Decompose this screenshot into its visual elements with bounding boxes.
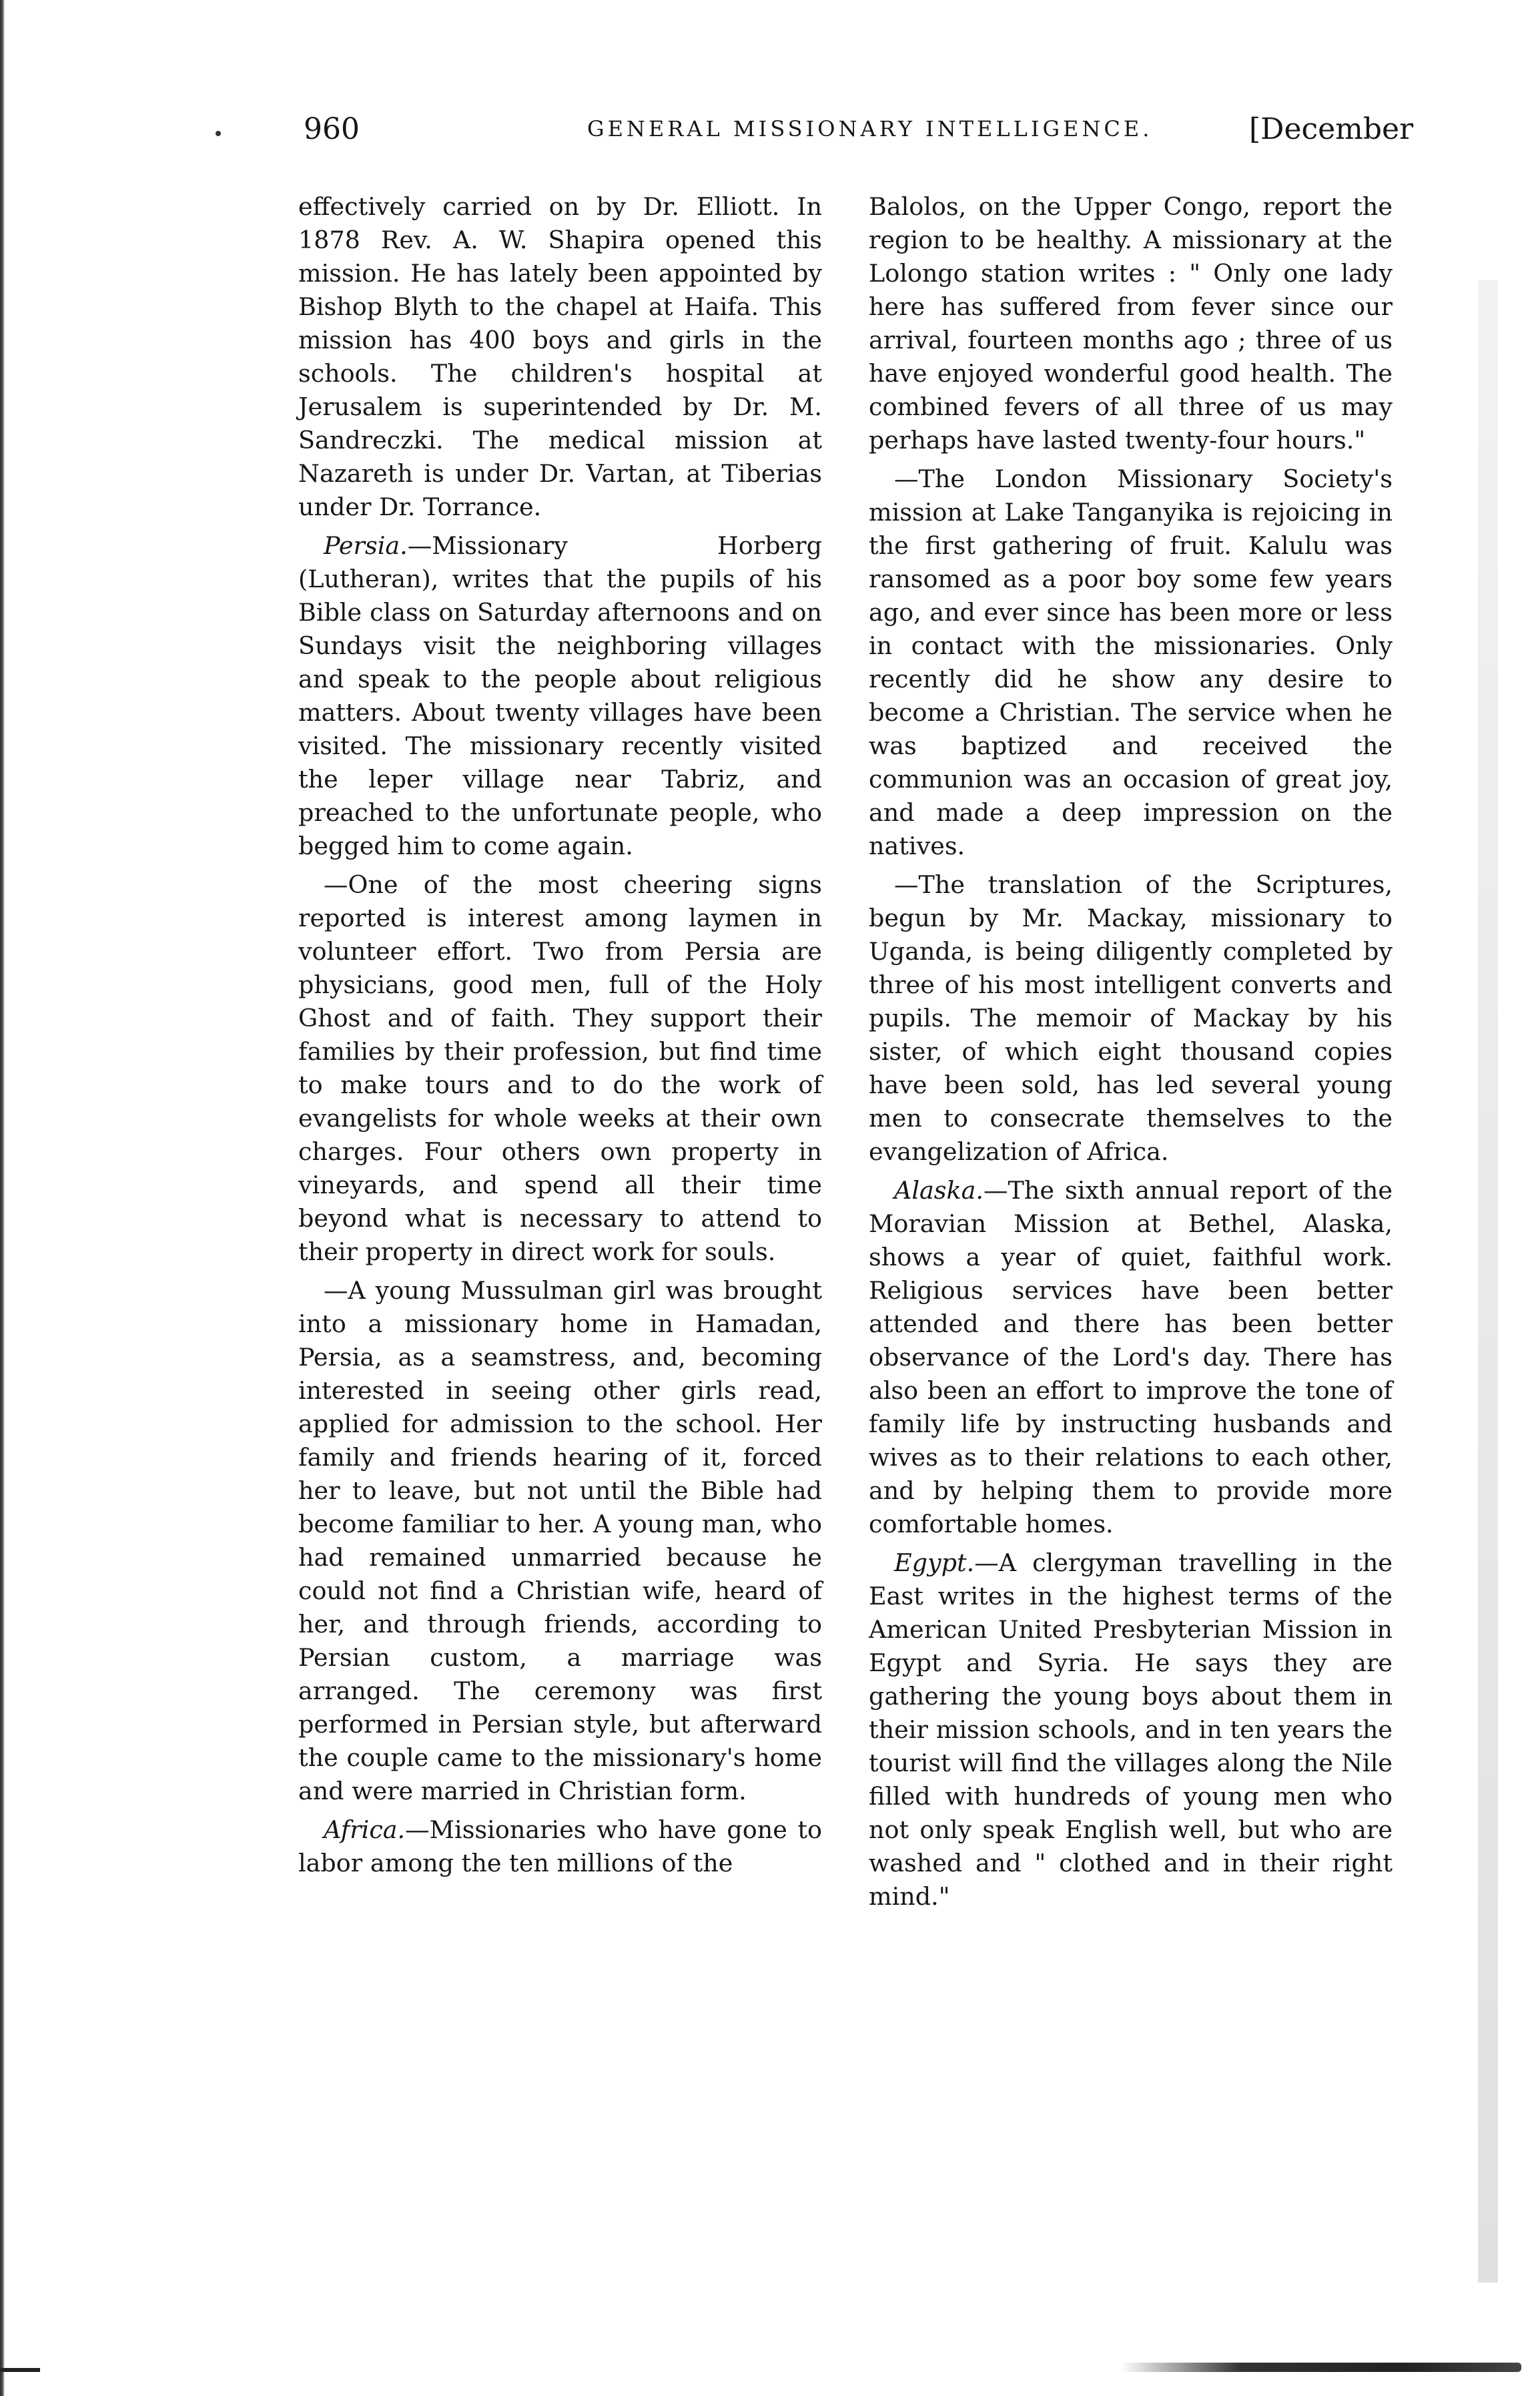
page-header xyxy=(0,112,1540,159)
page-number: 960 xyxy=(304,112,360,146)
running-title: GENERAL MISSIONARY INTELLIGENCE. xyxy=(587,116,1153,141)
paragraph-text: —The sixth annual report of the Moravian Mission at Bethel, Alaska, shows a year of quiet, faithful work. Religious services have been better attended and there has been better observance of the Lord's day. There has also been an effort to improve the tone of family life by instructing husbands and wives as to their relations to each other, and by helping them to provide more comfortable homes. xyxy=(869,1176,1393,1538)
paragraph-uganda-translation: —The translation of the Scriptures, begun by Mr. Mackay, missionary to Uganda, is being diligently completed by three of his most intelligent converts and pupils. The memoir of Mackay by his sister, of which eight thousand copies have been sold, has led several young men to consecrate themselves to the evangelization of Africa. xyxy=(869,870,1393,1166)
scan-page-shadow xyxy=(1478,280,1498,2283)
section-heading-alaska: Alaska. xyxy=(894,1176,984,1205)
paragraph-egypt xyxy=(869,1546,1393,1913)
paragraph-text: —Missionary Horberg (Lutheran), writes that the pupils of his Bible class on Saturday afternoons and on Sundays visit the neighboring villages and speak to the people about religious matters. About twenty villages have been visited. The missionary recently visited the leper village near Tabriz, and preached to the unfortunate people, who begged him to come again. xyxy=(298,531,822,860)
section-heading-persia: Persia. xyxy=(324,531,408,560)
paragraph-text: —Missionaries who have gone to labor among the ten millions of the xyxy=(298,1815,822,1877)
right-column xyxy=(869,190,1393,1919)
left-column xyxy=(298,190,822,1885)
scan-left-edge xyxy=(0,0,5,2396)
paragraph-mussulman-girl: —A young Mussulman girl was brought into a missionary home in Hamadan, Persia, as a seamstress, and, becoming interested in seeing other girls read, applied for admission to the school. Her family and friends hearing of it, forced her to leave, but not until the Bible had become familiar to her. A young man, who had remained unmarried because he could not find a Christian wife, heard of her, and through friends, according to Persian custom, a marriage was arranged. The ceremony was first performed in Persian style, but afterward the couple came to the missionary's home and were married in Christian form. xyxy=(298,1276,822,1805)
section-heading-africa: Africa. xyxy=(324,1815,406,1844)
paragraph-persia xyxy=(298,529,822,863)
section-heading-egypt: Egypt. xyxy=(894,1548,975,1577)
paragraph-tanganyika: —The London Missionary Society's mission at Lake Tanganyika is rejoicing in the first gathering of fruit. Kalulu was ransomed as a poor boy some few years ago, and ever since has been more or less in contact with the missionaries. Only recently did he show any desire to become a Christian. The service when he was baptized and received the communion was an occasion of great joy, and made a deep impression on the natives. xyxy=(869,465,1393,860)
scan-corner-mark xyxy=(0,2368,40,2372)
month-label: [December xyxy=(1249,112,1414,146)
paragraph-africa xyxy=(298,1813,822,1880)
paragraph-alaska xyxy=(869,1174,1393,1541)
paragraph-text: —A clergyman travelling in the East writes in the highest terms of the American United Presbyterian Mission in Egypt and Syria. He says they are gathering the young boys about them in their mission schools, and in ten years the tourist will find the villages along the Nile filled with hundreds of young men who not only speak English well, but who are washed and " clothed and in their right mind." xyxy=(869,1548,1393,1911)
scan-bottom-smudge xyxy=(1121,2363,1521,2372)
paragraph-continuation: effectively carried on by Dr. Elliott. In 1878 Rev. A. W. Shapira opened this mission. He has lately been appointed by Bishop Blyth to the chapel at Haifa. This mission has 400 boys and girls in the schools. The children's hospital at Jerusalem is superintended by Dr. M. Sandreczki. The medical mission at Nazareth is under Dr. Vartan, at Tiberias under Dr. Torrance. xyxy=(298,192,822,521)
paragraph-laymen: —One of the most cheering signs reported is interest among laymen in volunteer effort. Two from Persia are physicians, good men, full of the Holy Ghost and of faith. They support their families by their profession, but find time to make tours and to do the work of evangelists for whole weeks at their own charges. Four others own property in vineyards, and spend all their time beyond what is necessary to attend to their property in direct work for souls. xyxy=(298,870,822,1266)
paragraph-balolos: Balolos, on the Upper Congo, report the region to be healthy. A missionary at the Lolongo station writes : " Only one lady here has suffered from fever since our arrival, fourteen months ago ; three of us have enjoyed wonderful good health. The combined fevers of all three of us may perhaps have lasted twenty-four hours." xyxy=(869,192,1393,455)
